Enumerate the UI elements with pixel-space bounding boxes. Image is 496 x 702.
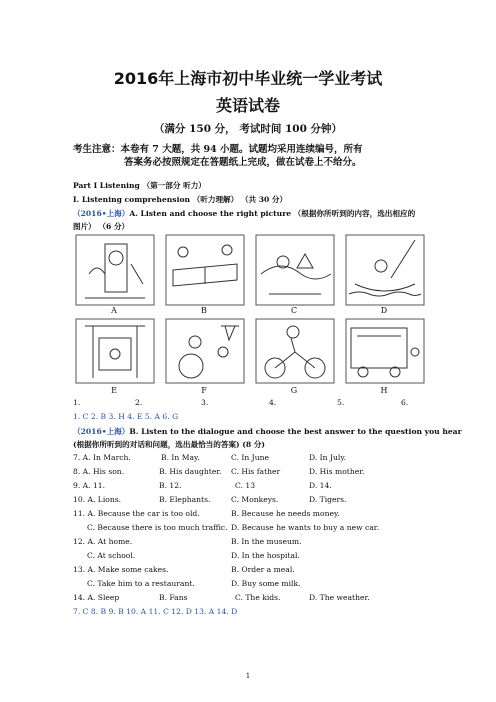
section-a-instruction-2: 图片） （6 分） [73,222,130,231]
question-number: 2. [135,398,143,407]
picture-g [255,318,335,384]
section-a-instruction: （2016•上海）A. Listen and choose the right picture （根据你所听到的内容，选出相应的 [73,209,416,218]
picture-label-b: B [201,306,207,315]
notice-line-2: 答案务必按照规定在答题纸上完成，做在试卷上不给分。 [124,157,362,168]
score-time-line: （满分 150 分， 考试时间 100 分钟） [153,123,343,135]
section-b-instruction-2: (根据你所听到的对话和问题，选出最恰当的答案) (8 分) [73,440,266,449]
exam-title: 2016年上海市初中毕业统一学业考试 [113,69,383,88]
exam-page: 2016年上海市初中毕业统一学业考试 英语试卷 （满分 150 分， 考试时间 100 分钟） 考生注意：本卷有 7 大题，共 94 小题。试题均采用连续编号，所有 答案务必按照规定在答题纸上完成，做在试卷上不给分。 Part I Listening （第一部分 听力） I. Listening comprehension （听力理解） （共 30 分） （2016•上海）A. Listen and choose the right picture （根据你所听到的内容，选出相应的 图片） （6 分） A B C D E F G H 1. 2. 3. 4. 5. 6. 1. C 2. B 3. H 4. E 5. A 6. G （2016•上海）B. Listen to the dialogue and choose the best answer to the question you hear (根据你所听到的对话和问题，选出最恰当的答案) (8 分) 7. A. In March. B. In May. C. In June D. In July. 8. A. His son. B. His daughter. C. His father D. His mother. 9. A. 11. B. 12. C. 13 D. 14. 10. A. Lions. B. Elephants. C. Monkeys. D. Tigers. 11. A. Because the car is too old. B. Because he needs money. C. Because there is too much traffic. D. Because he wants to buy a new car. 12. A. At home. B. In the museum. C. At school. D. In the hospital. 13. A. Make some cakes. B. Order a meal. C. Take him to a restaurant. D. Buy some milk. 14. A. Sleep B. Fans C. The kids. D. The weather. 7. C 8. B 9. B 10. A 11. C 12. D 13. A 14. D 1 [0,0,496,702]
picture-label-a: A [111,306,117,315]
picture-label-f: F [201,386,207,395]
picture-label-h: H [380,386,388,395]
picture-label-d: D [380,306,388,315]
picture-e [75,318,155,384]
notice-line-1: 考生注意：本卷有 7 大题，共 94 小题。试题均采用连续编号，所有 [73,144,363,155]
picture-label-c: C [290,306,298,315]
picture-d [345,234,425,306]
picture-f [165,318,245,384]
question-number: 3. [201,398,209,407]
picture-a [75,234,155,306]
picture-c [255,234,335,306]
picture-label-e: E [111,386,117,395]
question-number: 1. [73,398,81,407]
picture-label-g: G [290,386,298,395]
question-number: 6. [401,398,409,407]
page-number: 1 [245,672,251,680]
exam-subtitle: 英语试卷 [215,96,280,115]
section-heading: I. Listening comprehension （听力理解） （共 30 分） [73,195,288,204]
part-heading: Part I Listening （第一部分 听力） [73,181,206,190]
question-number: 5. [337,398,345,407]
section-b-answers: 7. C 8. B 9. B 10. A 11. C 12. D 13. A 14. D [73,607,238,616]
picture-h [345,318,425,384]
source-tag: （2016•上海） [73,427,130,436]
section-b-instruction: （2016•上海）B. Listen to the dialogue and choose the best answer to the question you hear [73,427,462,436]
source-tag: （2016•上海） [73,209,130,218]
question-number: 4. [269,398,277,407]
picture-b [165,234,245,306]
section-a-answers: 1. C 2. B 3. H 4. E 5. A 6. G [73,412,179,421]
